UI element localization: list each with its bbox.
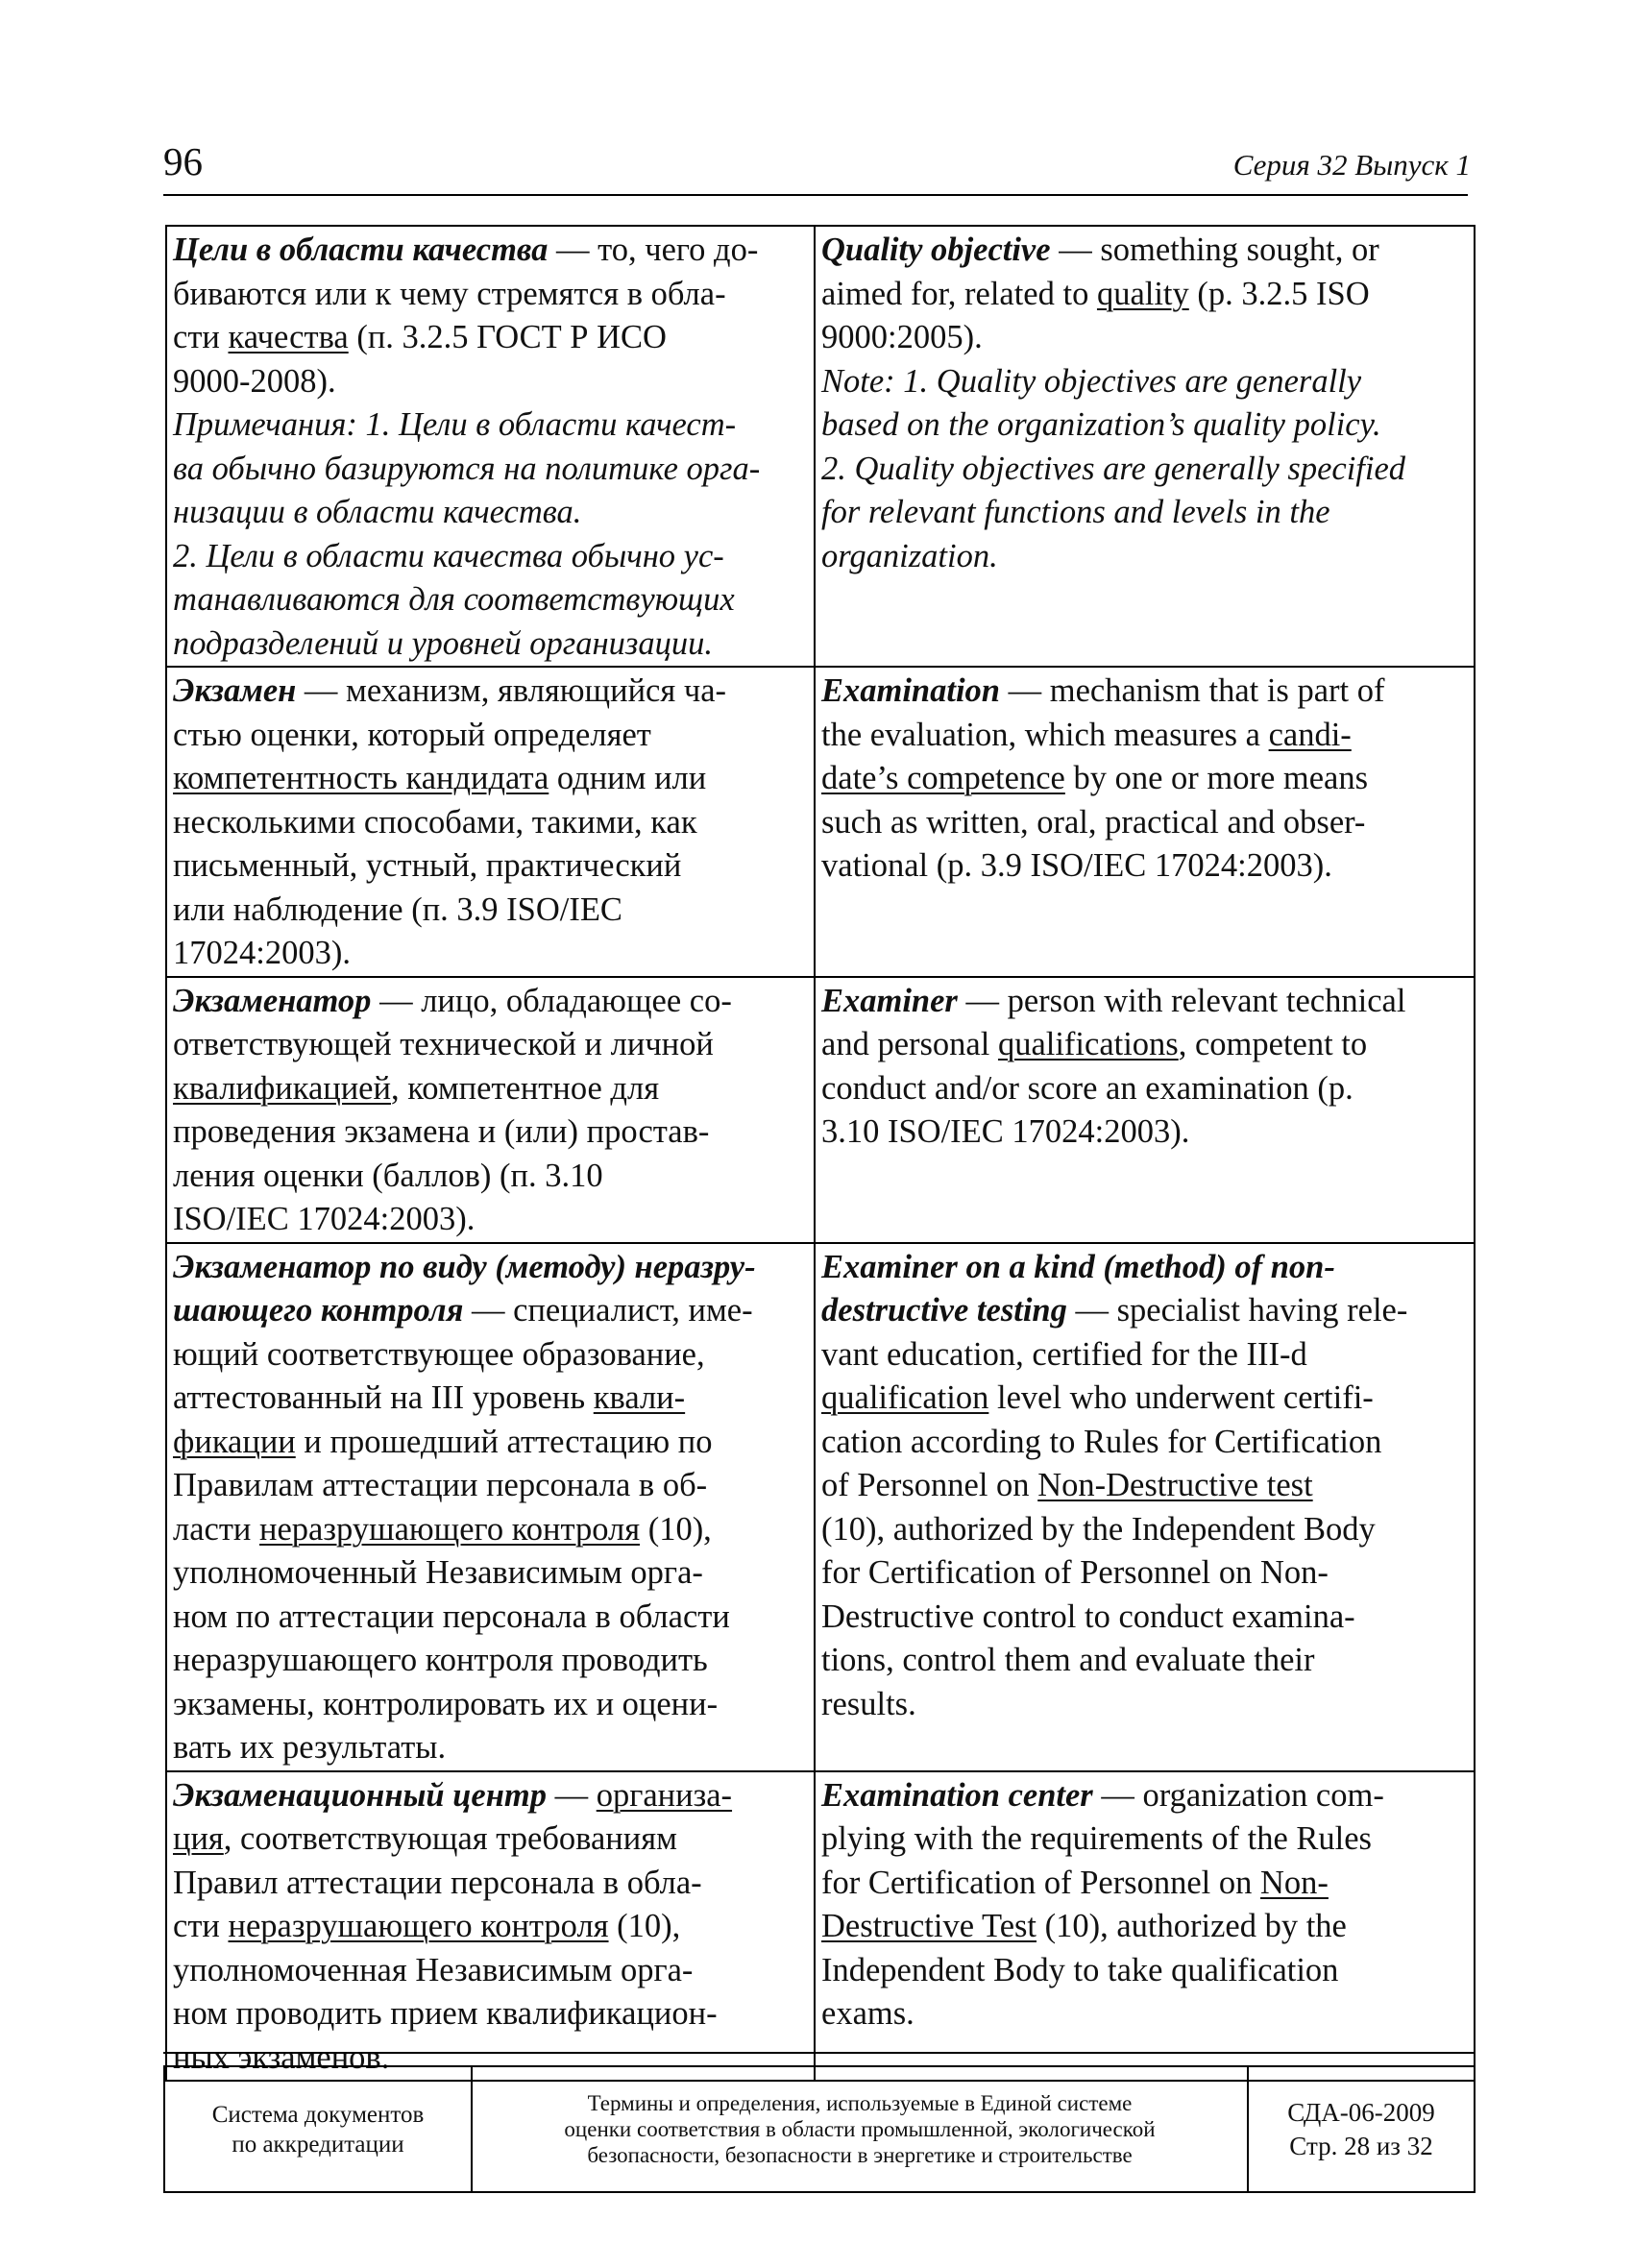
text-line: [173, 578, 810, 622]
text-line: [173, 1198, 810, 1242]
text-line: [821, 1551, 1470, 1596]
text-line: [821, 229, 1470, 273]
text-line: [821, 360, 1470, 404]
text-line: [173, 1596, 810, 1640]
text-line: [821, 1333, 1470, 1378]
text-line: [173, 1905, 810, 1949]
definition-text: неразрушающего контроля проводить: [173, 1642, 708, 1678]
text-line: [173, 360, 810, 404]
footer-title-line: Термины и определения, используемые в Единой системе: [587, 2091, 1133, 2115]
text-line: [821, 316, 1470, 360]
text-line: [821, 757, 1470, 801]
defined-term: Экзаменационный центр: [173, 1776, 547, 1814]
text-line: [173, 1377, 810, 1421]
footer-document-code: [1249, 2067, 1474, 2191]
text-line: [821, 1464, 1470, 1508]
definition-text: вать их результаты.: [173, 1729, 447, 1766]
defined-term: шающего контроля: [173, 1292, 464, 1329]
defined-term: Examiner on a kind (method) of non-: [821, 1248, 1335, 1285]
russian-definition-cell: [167, 227, 816, 666]
text-line: [821, 403, 1470, 448]
definition-text: of Personnel on: [821, 1467, 1038, 1503]
definition-text: — специалист, име-: [463, 1292, 753, 1329]
definition-text: Правил аттестации персонала в обла-: [173, 1864, 702, 1901]
definition-text: ления оценки (баллов) (п. 3.10: [173, 1157, 603, 1194]
footer-title-line: оценки соответствия в области промышленной, экологической: [564, 2117, 1156, 2141]
text-line: [821, 273, 1470, 317]
note-text: Note: 1. Quality objectives are generally: [821, 362, 1362, 400]
definition-text: 9000-2008).: [173, 362, 336, 400]
text-line: [173, 1464, 810, 1508]
text-line: [821, 1596, 1470, 1640]
text-line: [821, 1992, 1470, 2036]
text-line: [821, 1949, 1470, 1993]
text-line: [173, 1246, 810, 1290]
definition-text: conduct and/or score an examination (p.: [821, 1069, 1354, 1107]
definition-text: сти: [173, 1908, 229, 1944]
definition-text: (p. 3.2.5 ISO: [1188, 275, 1370, 312]
cross-reference-term: candi-: [1268, 716, 1352, 753]
russian-definition-cell: [167, 978, 816, 1242]
english-definition-cell: [816, 1244, 1474, 1770]
definition-text: — то, чего до-: [548, 232, 759, 268]
defined-term: Quality objective: [821, 232, 1051, 268]
text-line: [173, 1421, 810, 1465]
english-definition-cell: [816, 668, 1474, 976]
text-line: [821, 1023, 1470, 1067]
text-line: [173, 1155, 810, 1199]
definition-text: exams.: [821, 1995, 915, 2032]
definition-text: vant education, certified for the III-d: [821, 1335, 1307, 1373]
text-line: [173, 844, 810, 889]
footer-system-name: [165, 2067, 473, 2191]
glossary-row: [167, 1242, 1474, 1770]
definition-text: стью оценки, который определяет: [173, 716, 651, 753]
glossary-row: [167, 1770, 1474, 2081]
header-rule: [163, 194, 1468, 196]
text-line: [173, 273, 810, 317]
defined-term: Examiner: [821, 982, 958, 1019]
text-line: [173, 1333, 810, 1378]
text-line: [173, 1817, 810, 1862]
definition-text: ющий соответствующее образование,: [173, 1335, 705, 1373]
definition-text: Independent Body to take qualification: [821, 1951, 1339, 1988]
russian-definition-cell: [167, 1772, 816, 2081]
definition-text: (10), authorized by the Independent Body: [821, 1510, 1376, 1548]
text-line: [173, 316, 810, 360]
definition-text: results.: [821, 1685, 916, 1722]
english-definition-cell: [816, 1772, 1474, 2081]
cross-reference-term: квалификацией: [173, 1069, 391, 1107]
definition-text: , competent to: [1178, 1026, 1368, 1062]
glossary-row: [167, 666, 1474, 976]
definition-text: (10),: [640, 1510, 712, 1548]
definition-text: — механизм, являющийся ча-: [296, 672, 727, 709]
definition-text: несколькими способами, такими, как: [173, 803, 697, 841]
text-line: [821, 1246, 1470, 1290]
english-definition-cell: [816, 227, 1474, 666]
defined-term: destructive testing: [821, 1292, 1067, 1329]
text-line: [821, 1067, 1470, 1111]
definition-text: 3.10 ISO/IEC 17024:2003).: [821, 1113, 1190, 1150]
cross-reference-term: организа-: [596, 1776, 733, 1814]
definition-text: vational (p. 3.9 ISO/IEC 17024:2003).: [821, 847, 1332, 884]
text-line: [821, 1508, 1470, 1552]
footer-table: [163, 2065, 1475, 2193]
definition-text: level who underwent certifi-: [988, 1379, 1374, 1416]
text-line: [821, 448, 1470, 492]
note-text: based on the organization’s quality policy.: [821, 406, 1381, 443]
text-line: [821, 670, 1470, 714]
note-text: 2. Цели в области качества обычно ус-: [173, 537, 724, 574]
defined-term: Цели в области качества: [173, 232, 549, 268]
cross-reference-term: ция: [173, 1820, 224, 1857]
text-line: [173, 448, 810, 492]
definition-text: уполномоченный Независимым орга-: [173, 1554, 703, 1591]
text-line: [173, 1110, 810, 1155]
text-line: [173, 1992, 810, 2036]
text-line: [821, 1377, 1470, 1421]
definition-text: биваются или к чему стремятся в обла-: [173, 275, 726, 312]
text-line: [821, 1639, 1470, 1683]
glossary-row: [167, 976, 1474, 1242]
cross-reference-term: неразрушающего контроля: [259, 1510, 641, 1548]
text-line: [821, 714, 1470, 758]
note-text: for relevant functions and levels in the: [821, 494, 1330, 530]
page-number: 96: [163, 139, 203, 183]
text-line: [821, 1289, 1470, 1333]
definition-text: cation according to Rules for Certification: [821, 1423, 1382, 1460]
note-text: танавливаются для соответствующих: [173, 581, 735, 618]
defined-term: Экзаменатор: [173, 982, 372, 1019]
definition-text: — person with relevant technical: [957, 982, 1406, 1019]
definition-text: 17024:2003).: [173, 935, 351, 971]
definition-text: the evaluation, which measures a: [821, 716, 1269, 753]
text-line: [821, 535, 1470, 579]
text-line: [173, 622, 810, 667]
text-line: [173, 889, 810, 933]
text-line: [173, 1639, 810, 1683]
text-line: [821, 1774, 1470, 1818]
text-line: [821, 980, 1470, 1024]
definition-text: ном по аттестации персонала в области: [173, 1597, 730, 1635]
text-line: [821, 1683, 1470, 1727]
footer-system-line: Система документов: [211, 2101, 425, 2128]
definition-text: одним или: [549, 760, 707, 796]
text-line: [821, 801, 1470, 845]
cross-reference-term: Non-: [1260, 1864, 1329, 1901]
glossary-row: [167, 227, 1474, 666]
note-text: 2. Quality objectives are generally specified: [821, 450, 1406, 487]
text-line: [173, 1683, 810, 1727]
cross-reference-term: неразрушающего контроля: [228, 1908, 609, 1944]
text-line: [821, 844, 1470, 889]
definition-text: aimed for, related to: [821, 275, 1097, 312]
definition-text: — specialist having rele-: [1066, 1292, 1408, 1329]
definition-text: (10), authorized by the: [1036, 1908, 1347, 1944]
text-line: [821, 1862, 1470, 1906]
text-line: [173, 1551, 810, 1596]
text-line: [173, 1508, 810, 1552]
cross-reference-term: qualifications: [997, 1026, 1179, 1062]
definition-text: —: [546, 1776, 597, 1814]
note-text: organization.: [821, 537, 998, 574]
definition-text: ласти: [173, 1510, 260, 1548]
cross-reference-term: компетентность кандидата: [173, 760, 549, 796]
text-line: [173, 1023, 810, 1067]
text-line: [173, 670, 810, 714]
page-counter: Стр. 28 из 32: [1289, 2131, 1433, 2160]
definition-text: for Certification of Personnel on: [821, 1864, 1261, 1901]
text-line: [173, 1774, 810, 1818]
cross-reference-term: quality: [1096, 275, 1189, 312]
defined-term: Экзаменатор по виду (методу) неразру-: [173, 1248, 756, 1285]
cross-reference-term: date’s competence: [821, 760, 1065, 796]
text-line: [173, 1862, 810, 1906]
text-line: [173, 491, 810, 535]
cross-reference-term: фикации: [173, 1423, 296, 1460]
definition-text: (п. 3.2.5 ГОСТ Р ИСО: [348, 319, 667, 355]
text-line: [821, 1905, 1470, 1949]
russian-definition-cell: [167, 668, 816, 976]
footer-document-title: [473, 2067, 1249, 2191]
definition-text: ответствующей технической и личной: [173, 1026, 714, 1062]
text-line: [173, 1726, 810, 1770]
definition-text: аттестованный на III уровень: [173, 1379, 594, 1416]
definition-text: ном проводить прием квалификацион-: [173, 1995, 718, 2032]
definition-text: экзамены, контролировать их и оцени-: [173, 1685, 719, 1722]
definition-text: — лицо, обладающее со-: [371, 982, 732, 1019]
cross-reference-term: qualification: [821, 1379, 989, 1416]
definition-text: Правилам аттестации персонала в об-: [173, 1467, 708, 1503]
english-definition-cell: [816, 978, 1474, 1242]
note-text: низации в области качества.: [173, 494, 582, 530]
definition-text: 9000:2005).: [821, 319, 983, 355]
text-line: [173, 535, 810, 579]
note-text: подразделений и уровней организации.: [173, 624, 713, 662]
cross-reference-term: Non-Destructive test: [1037, 1467, 1313, 1503]
definition-text: such as written, oral, practical and obser-: [821, 803, 1366, 841]
text-line: [173, 757, 810, 801]
glossary-table: [165, 225, 1475, 2082]
text-line: [821, 1817, 1470, 1862]
text-line: [173, 801, 810, 845]
definition-text: , соответствующая требованиям: [223, 1820, 677, 1857]
definition-text: проведения экзамена и (или) простав-: [173, 1113, 710, 1150]
definition-text: and personal: [821, 1026, 998, 1062]
cross-reference-term: качества: [228, 319, 349, 355]
footer-rule: [163, 2052, 1475, 2054]
text-line: [173, 980, 810, 1024]
definition-text: — mechanism that is part of: [999, 672, 1385, 709]
document-code: СДА-06-2009: [1287, 2097, 1435, 2127]
footer-title-line: безопасности, безопасности в энергетике и строительстве: [587, 2143, 1133, 2167]
note-text: ва обычно базируются на политике орга-: [173, 450, 761, 487]
cross-reference-term: квали-: [593, 1379, 686, 1416]
definition-text: plying with the requirements of the Rules: [821, 1820, 1372, 1857]
definition-text: tions, control them and evaluate their: [821, 1642, 1315, 1678]
text-line: [173, 1067, 810, 1111]
text-line: [173, 714, 810, 758]
text-line: [173, 1949, 810, 1993]
definition-text: письменный, устный, практический: [173, 847, 682, 884]
definition-text: Destructive control to conduct examina-: [821, 1597, 1355, 1635]
series-title: Серия 32 Выпуск 1: [1232, 148, 1471, 182]
defined-term: Экзамен: [173, 672, 297, 709]
text-line: [173, 229, 810, 273]
text-line: [821, 1110, 1470, 1155]
definition-text: — something sought, or: [1050, 232, 1379, 268]
text-line: [821, 491, 1470, 535]
text-line: [173, 932, 810, 976]
definition-text: ISO/IEC 17024:2003).: [173, 1201, 476, 1237]
definition-text: уполномоченная Независимым орга-: [173, 1951, 694, 1988]
text-line: [173, 1289, 810, 1333]
definition-text: сти: [173, 319, 229, 355]
definition-text: , компетентное для: [390, 1069, 660, 1107]
definition-text: и прошедший аттестацию по: [295, 1423, 713, 1460]
russian-definition-cell: [167, 1244, 816, 1770]
footer-system-line: по аккредитации: [232, 2131, 404, 2158]
text-line: [173, 403, 810, 448]
note-text: Примечания: 1. Цели в области качест-: [173, 406, 737, 443]
defined-term: Examination: [821, 672, 1000, 709]
definition-text: by one or more means: [1064, 760, 1369, 796]
defined-term: Examination center: [821, 1776, 1093, 1814]
definition-text: — organization com-: [1092, 1776, 1384, 1814]
definition-text: (10),: [608, 1908, 681, 1944]
definition-text: или наблюдение (п. 3.9 ISO/IEC: [173, 890, 622, 928]
cross-reference-term: Destructive Test: [821, 1908, 1037, 1944]
definition-text: for Certification of Personnel on Non-: [821, 1554, 1329, 1591]
definition-text: ных экзаменов.: [173, 2038, 390, 2076]
text-line: [821, 1421, 1470, 1465]
